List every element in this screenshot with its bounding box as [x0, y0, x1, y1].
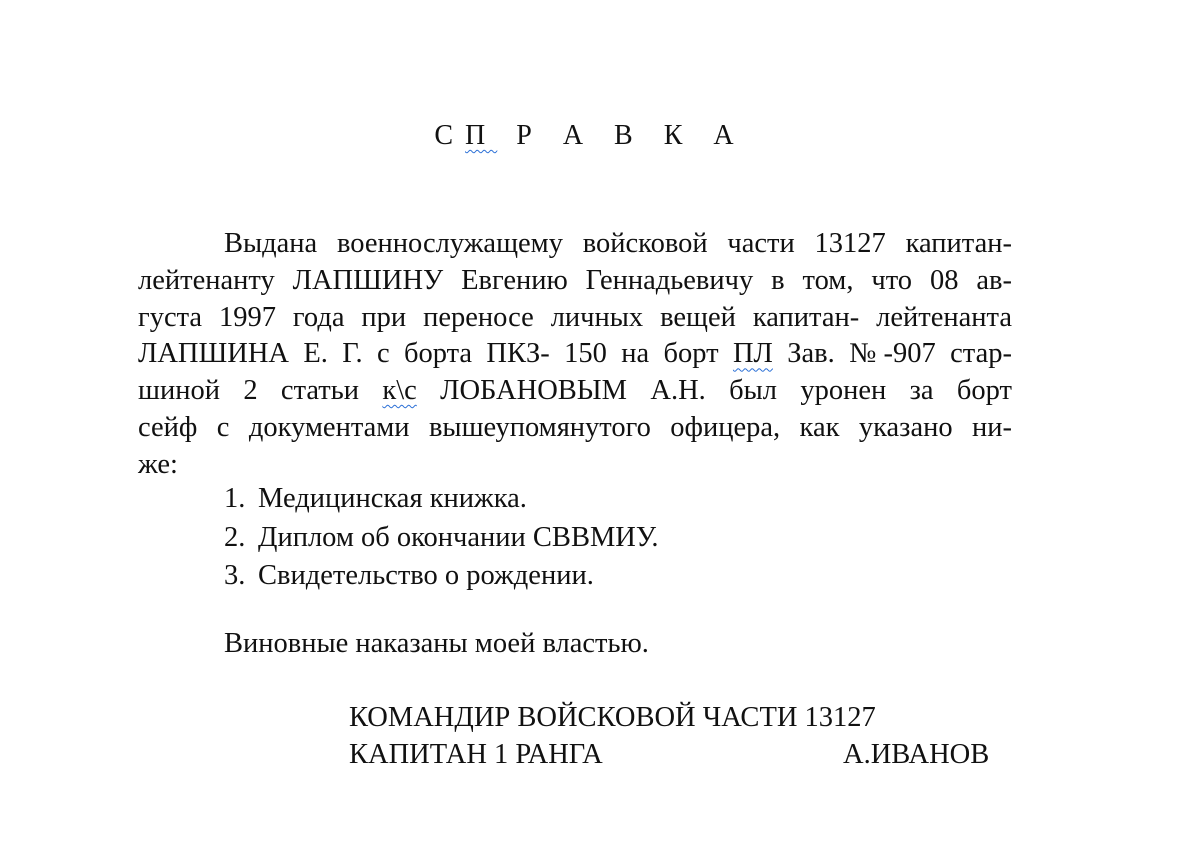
- list-text: Свидетельство о рождении.: [258, 560, 594, 591]
- paragraph-segment: шиной 2 статьи: [138, 375, 383, 407]
- title-suffix: Р А В К А: [516, 120, 746, 151]
- list-text: Диплом об окончании СВВМИУ.: [258, 521, 659, 553]
- paragraph-line: [138, 373, 1012, 410]
- list-item: [224, 557, 659, 596]
- list-number: 2.: [224, 521, 246, 553]
- spellcheck-flagged-word: к\с: [382, 375, 417, 407]
- title-flagged-letter: П: [465, 120, 498, 151]
- paragraph-segment: ЛОБАНОВЫМ А.Н. был уронен за борт: [416, 375, 1012, 407]
- signature-rank: КАПИТАН 1 РАНГА: [349, 739, 603, 770]
- signature-position: КОМАНДИР ВОЙСКОВОЙ ЧАСТИ 13127: [349, 702, 876, 733]
- list-number: 1.: [224, 483, 246, 514]
- list-number: 3.: [224, 560, 246, 591]
- paragraph-line: сейф с документами вышеупомянутого офицера, как указано ни-: [138, 411, 1012, 443]
- signature-name: А.ИВАНОВ: [843, 739, 990, 770]
- document-list: [224, 480, 659, 596]
- paragraph-line: лейтенанту ЛАПШИНУ Евгению Геннадьевичу в том, что 08 ав-: [138, 264, 1012, 296]
- title-prefix: С: [434, 120, 466, 151]
- list-item: [224, 480, 659, 519]
- spellcheck-flagged-word: ПЛ: [732, 338, 773, 370]
- paragraph-segment: ЛАПШИНА Е. Г. с борта ПКЗ- 150 на борт: [138, 338, 733, 370]
- main-paragraph: [138, 226, 1012, 484]
- paragraph-line: густа 1997 года при переносе личных вещей капитан- лейтенанта: [138, 301, 1012, 333]
- document-title: [0, 118, 1180, 154]
- paragraph-line: [138, 336, 1012, 373]
- paragraph-segment: Зав. №-907 стар-: [772, 338, 1012, 370]
- closing-statement: Виновные наказаны моей властью.: [224, 628, 649, 659]
- paragraph-line: Выдана военнослужащему войсковой части 13127 капитан-: [224, 228, 1012, 259]
- paragraph-line: же:: [138, 448, 178, 480]
- list-text: Медицинская книжка.: [258, 483, 527, 514]
- list-item: [224, 519, 659, 558]
